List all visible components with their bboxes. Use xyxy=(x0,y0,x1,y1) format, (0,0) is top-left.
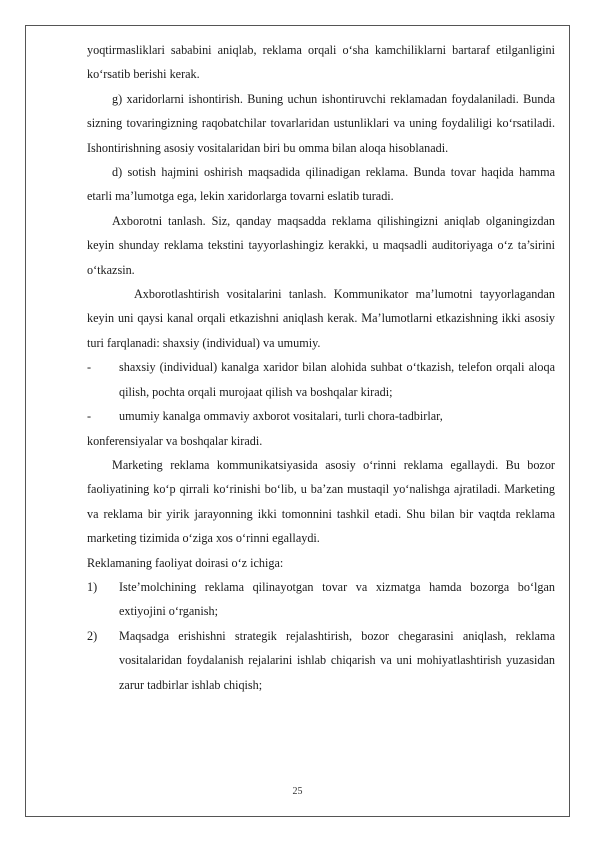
dash-item-1 xyxy=(87,355,555,404)
paragraph-3: d) sotish hajmini oshirish maqsadida qilinadigan reklama. Bunda tovar haqida hamma etarli ma’lumotga ega, lekin xaridorlarga tovarni eslatib turadi. xyxy=(87,165,555,204)
document-body xyxy=(87,38,555,697)
paragraph-4: Axborotni tanlash. Siz, qanday maqsadda reklama qilishingizni aniqlab olganingizdan keyin shunday reklama tekstini tayyorlashingiz kerakki, u maqsadli auditoriyaga o‘z ta’sirini o‘tkazsin. xyxy=(87,213,555,277)
dash-marker: - xyxy=(87,409,92,424)
paragraph-1: yoqtirmasliklari sababini aniqlab, reklama orqali o‘sha kamchiliklarni bartaraf etilganligini ko‘rsatib berishi kerak. xyxy=(87,43,555,82)
dash-item-text: shaxsiy (individual) kanalga xaridor bilan alohida suhbat o‘tkazish, telefon orqali aloqa qilish, pochta orqali murojaat qilish va boshqalar kiradi; xyxy=(119,360,555,399)
numbered-item-text: Iste’molchining reklama qilinayotgan tovar va xizmatga hamda bozorga bo‘lgan extiyojini o‘rganish; xyxy=(119,579,555,619)
dash-item-2 xyxy=(87,404,555,428)
numbered-item-1 xyxy=(87,575,555,624)
number-marker: 2) xyxy=(87,628,98,643)
dash-item-2-continuation: konferensiyalar va boshqalar kiradi. xyxy=(87,433,263,448)
dash-item-text: umumiy kanalga ommaviy axborot vositalari, turli chora-tadbirlar, xyxy=(119,409,443,424)
page-number: 25 xyxy=(292,786,303,797)
numbered-item-2 xyxy=(87,624,555,697)
paragraph-2: g) xaridorlarni ishontirish. Buning uchun ishontiruvchi reklamadan foydalaniladi. Bunda sizning tovaringizning raqobatchilar tovarlaridan ustunliklari va uning foydaliligi ko‘rsatiladi. Ishontirishning asosiy vositalaridan biri bu omma bilan aloqa hisoblanadi. xyxy=(87,91,555,155)
paragraph-5: Axborotlashtirish vositalarini tanlash. Kommunikator ma’lumotni tayyorlagandan keyin uni qaysi kanal orqali etkazishni aniqlash kerak. Ma’lumotlarni etkazishning ikki asosiy turi farqlanadi: shaxsiy (individual) va umumiy. xyxy=(87,287,555,350)
paragraph-6: Marketing reklama kommunikatsiyasida asosiy o‘rinni reklama egallaydi. Bu bozor faoliyatining ko‘p qirrali ko‘rinishi bo‘lib, u ba’zan mustaqil yo‘nalishga ajratiladi. Marketing va reklama bir yirik jarayonning ikki tomonnini tashkil etadi. Shu bilan bir vaqtda reklama marketing tizimida o‘ziga xos o‘rinni egallaydi. xyxy=(87,457,555,546)
dash-marker: - xyxy=(87,360,92,375)
number-marker: 1) xyxy=(87,579,98,594)
paragraph-7: Reklamaning faoliyat doirasi o‘z ichiga: xyxy=(87,555,284,570)
numbered-item-text: Maqsadga erishishni strategik rejalashtirish, bozor chegarasini aniqlash, reklama vositalaridan foydalanish rejalarini ishlab chiqarish va uni mohiyatlashtirish yuzasidan zarur tadbirlar ishlab chiqish; xyxy=(119,628,555,692)
